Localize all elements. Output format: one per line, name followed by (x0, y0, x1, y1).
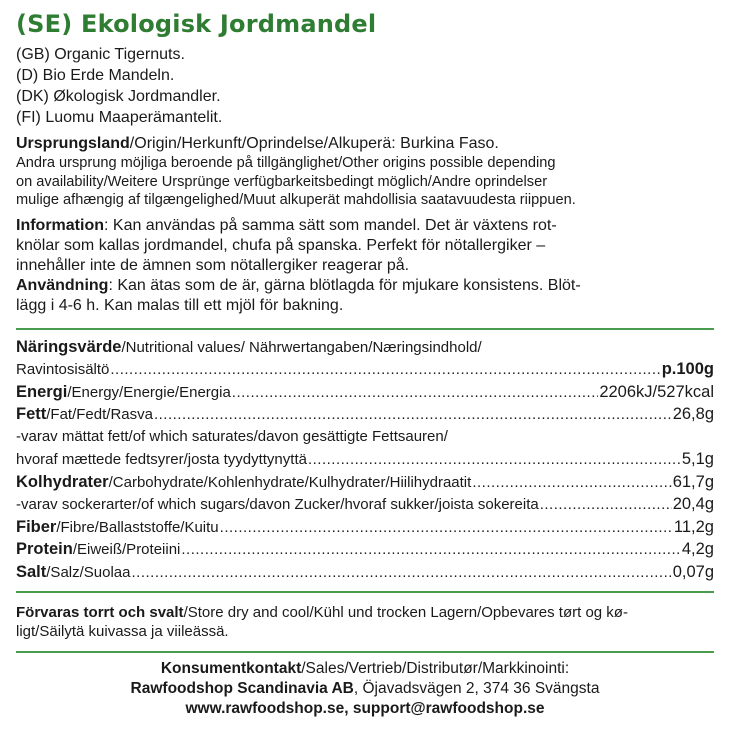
origin-label: Ursprungsland (16, 135, 130, 152)
storage-text: /Store dry and cool/Kühl und trocken Lagern/Opbevares tørt og kø- (183, 604, 628, 621)
nutrition-header-label: Näringsvärde (16, 337, 122, 356)
nutrient-value: 11,2g (673, 517, 714, 536)
nutrition-header (16, 336, 714, 359)
nutrient-value: 2206kJ/527kcal (599, 382, 714, 401)
nutrient-translations: /Salz/Suolaa (46, 563, 131, 581)
storage-text-line2: ligt/Säilytä kuivassa ja viileässä. (16, 623, 229, 640)
nutrient-translations: /Energy/Energie/Energia (67, 383, 231, 401)
leader-dots (232, 382, 599, 405)
divider (16, 651, 714, 653)
nutrient-translations: hvoraf mættede fedtsyrer/josta tyydyttynyttä (16, 451, 307, 468)
company-address: , Öjavadsvägen 2, 374 36 Svängsta (353, 680, 600, 697)
nutrient-value: 0,07g (672, 562, 714, 581)
nutrition-saturates-line1: -varav mättat fett/of which saturates/davon gesättigte Fettsauren/ (16, 427, 448, 445)
information-label: Information (16, 216, 104, 234)
nutrition-per-row (16, 358, 714, 381)
nutrient-name: Energi (16, 382, 68, 401)
nutrition-table (16, 336, 714, 584)
language-line: (FI) Luomu Maaperämantelit. (16, 109, 223, 126)
nutrient-name: Salt (16, 562, 47, 581)
nutrient-name: Fett (16, 405, 47, 423)
nutrient-translations: /Fibre/Ballaststoffe/Kuitu (56, 518, 219, 536)
nutrient-value: 20,4g (672, 495, 714, 513)
leader-dots (154, 404, 672, 427)
contact-web-email: www.rawfoodshop.se, support@rawfoodshop.se (185, 700, 545, 717)
nutrient-value: 61,7g (672, 472, 714, 491)
leader-dots (132, 562, 672, 585)
nutrient-name: Fiber (16, 517, 57, 536)
leader-dots (308, 449, 681, 472)
usage-line: lägg i 4-6 h. Kan malas till ett mjöl för bakning. (16, 296, 344, 314)
leader-dots (472, 472, 671, 495)
language-line: (GB) Organic Tigernuts. (16, 46, 185, 63)
nutrition-row-fibre (16, 516, 714, 539)
origin-note-line: mulige afhængig af tilgængelighed/Muut alkuperät mahdollisia saatavuudesta riippuen. (16, 192, 576, 208)
nutrient-name: Protein (16, 540, 73, 558)
divider (16, 591, 714, 593)
information-line: knölar som kallas jordmandel, chufa på spanska. Perfekt för nötallergiker – (16, 236, 546, 254)
nutrient-value: 4,2g (681, 540, 714, 558)
origin-note-line: Andra ursprung möjliga beroende på tillgänglighet/Other origins possible depending (16, 155, 556, 171)
storage-label: Förvaras torrt och svalt (16, 604, 184, 621)
nutrient-translations: /Fat/Fedt/Rasva (46, 406, 153, 423)
divider (16, 328, 714, 330)
information-text: : Kan användas på samma sätt som mandel. Det är växtens rot- (104, 216, 557, 234)
nutrition-row-sugars (16, 493, 714, 516)
nutrient-value: 26,8g (672, 405, 714, 423)
nutrient-name: Kolhydrater (16, 472, 109, 491)
nutrition-per-value: p.100g (661, 360, 714, 378)
nutrient-translations: /Eiweiß/Proteiini (72, 541, 181, 558)
nutrient-value: 5,1g (681, 450, 714, 468)
information-line: innehåller inte de ämnen som nötallergiker reagerar på. (16, 256, 410, 274)
nutrition-row-fat (16, 403, 714, 426)
nutrition-row-saturates (16, 448, 714, 471)
language-list (16, 44, 714, 128)
information-section (16, 216, 714, 276)
page-title: (SE) Ekologisk Jordmandel (16, 10, 377, 38)
language-line: (D) Bio Erde Mandeln. (16, 67, 175, 84)
nutrition-header-line2: Ravintosisältö (16, 361, 110, 378)
storage-section (16, 603, 714, 641)
contact-text: /Sales/Vertrieb/Distributør/Markkinointi: (301, 660, 570, 677)
origin-note-line: on availability/Weitere Ursprünge verfügbarkeitsbedingt möglich/Andre oprindelser (16, 173, 548, 190)
nutrition-row-protein (16, 538, 714, 561)
nutrition-row-carbohydrate (16, 471, 714, 494)
usage-label: Användning (16, 276, 109, 294)
nutrition-row-energy (16, 381, 714, 404)
nutrient-translations: -varav sockerarter/of which sugars/davon Zucker/hvoraf sukker/joista sokereita (16, 496, 539, 513)
origin-section (16, 134, 714, 210)
contact-label: Konsumentkontakt (160, 660, 302, 677)
contact-section (16, 659, 714, 719)
nutrition-header-text: /Nutritional values/ Nährwertangaben/Næringsindhold/ (121, 338, 482, 356)
leader-dots (220, 517, 673, 540)
leader-dots (110, 359, 660, 382)
company-name: Rawfoodshop Scandinavia AB (130, 680, 354, 697)
usage-section (16, 276, 714, 316)
language-line: (DK) Økologisk Jordmandler. (16, 88, 221, 105)
nutrition-row-salt (16, 561, 714, 584)
origin-text: /Origin/Herkunft/Oprindelse/Alkuperä: Burkina Faso. (129, 135, 499, 152)
usage-text: : Kan ätas som de är, gärna blötlagda för mjukare konsistens. Blöt- (108, 276, 581, 294)
nutrient-translations: /Carbohydrate/Kohlenhydrate/Kulhydrater/Hiilihydraatit (108, 473, 472, 491)
leader-dots (540, 494, 672, 517)
leader-dots (181, 539, 680, 562)
